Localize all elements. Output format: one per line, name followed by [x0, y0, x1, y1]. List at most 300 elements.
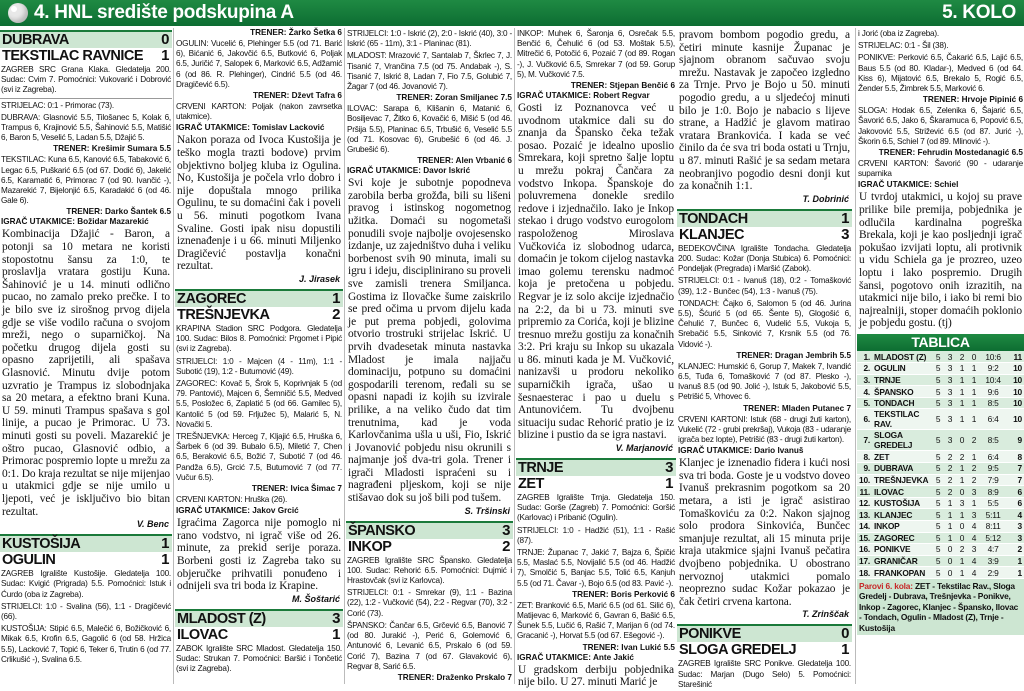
- lineup-away: OGULIN: Vucelić 6, Plehinger 5.5 (od 71. Barić 6), Bićanić 6, Jakovčić 6.5, Butković 6, Poljak 6.5, Juričić 7, Salopek 6, Marković 6.5, Adžamić 6 (od 86. R. Plehinger), Cindrić 5.5 (od 46. Dragičević 6.5).: [176, 39, 342, 89]
- coach-home: TRENER: Dragan Jembrih 5.5: [736, 350, 851, 360]
- team-cell: SLOGA GREDELJ: [872, 430, 930, 451]
- home-team-name: TONDACH: [679, 210, 748, 227]
- league-table: [857, 334, 1024, 636]
- home-score: 1: [332, 289, 340, 307]
- coach-home: TRENER: Draženko Prskalo 7: [397, 672, 512, 682]
- points-cell: 3: [1008, 521, 1024, 533]
- coach-away: TRENER: Fehrudin Mostedanagić 6.5: [878, 148, 1023, 158]
- coach-home: TRENER: Krešimir Sumara 5.5: [53, 144, 171, 154]
- lineup-home: MLADOST: Mrazović 7, Santalab 7, Škrlec 7, J. Tisanić 7, Vrančina 7.5 (od 75. Andabak -), S. Tisanić 7, Iskrić 8, Ladan 7, Fio 7.5, Golubić 7, Žagar 7 (od 46. Jovanović 7).: [347, 51, 512, 92]
- coach-home: TRENER: Žarko Šetka 6: [250, 28, 342, 37]
- next-round-pairs: [857, 579, 1024, 636]
- losses-cell: 3: [966, 544, 978, 556]
- match-kustosija-ogulin: [0, 534, 172, 666]
- wins-cell: 1: [942, 497, 954, 509]
- table-row: [857, 544, 1024, 556]
- home-team-row: [346, 523, 513, 539]
- wins-cell: 3: [942, 363, 954, 375]
- match-report: Kombinacija Džajić - Baron, a potonji sa 10 metara ne koristi stopostotnu šansu za 1:0, te proslavlja vratara gostiju Kuna. Šahinović je u 14. minuti odlično pucao, no zamalo preko prečke. I to je bilo sve iz sirošnog prvog dijela gdje se više vodilo računa o svojom mreži, nego o suparničkoj. Na početku drugog dijela gosti su opasno zaprijetili, ali spašava Glasnović. Minutu dvije potom uzvratio je Trampus iz slobodnjaka sa 20 metara, a efektno brani Kuna. U 59. minuti Trampus spašava s gol linije, a pucao je Primorac. U 73. minuti gosti su poveli. Mazarekić je oštro pucao, Glasnović odbio, a Primorac pospremio lopte u mrežu za 0:1. Do kraja rezultat se nije mijenjao u utakmici gdje se nije umilo u ljepoti, već je isključivo bio bitan rezultat.: [2, 228, 170, 518]
- scorers: STRIJELAC: 0:1 - Primorac (73).: [1, 100, 115, 110]
- match-info: ZAGREB SRC Grana Klaka. Gledatelja 200. Sudac: Cvim 7. Pomoćnici: Vukovarić i Dobrović (svi iz Zagreba).: [1, 65, 171, 95]
- played-cell: 5: [930, 397, 942, 409]
- author: S. Tršinski: [464, 505, 510, 516]
- home-team-name: DUBRAVA: [2, 32, 69, 48]
- draws-cell: 0: [954, 486, 966, 498]
- away-team-row: [677, 642, 852, 658]
- wins-cell: 3: [942, 351, 954, 363]
- draws-cell: 1: [954, 386, 966, 398]
- home-team-name: ŠPANSKO: [348, 522, 416, 539]
- table-row: [857, 351, 1024, 363]
- team-cell: ZET: [872, 451, 930, 463]
- team-cell: FRANKOPAN: [872, 567, 930, 579]
- home-score: 3: [502, 521, 510, 539]
- football-icon: [8, 3, 28, 23]
- table-row: [857, 363, 1024, 375]
- away-team-row: [677, 227, 852, 243]
- match-info: ZAGREB Igralište Trnja. Gledatelja 150. Sudac: Gorše (Zagreb) 7. Pomoćnici: Goršić (Karlovac) i Pribanić (Ogulin).: [517, 493, 675, 523]
- scorers: STRIJELCI: 0:1 - Smrekar (9), 1:1 - Bazina (22), 1:2 - Vučković (54), 2:2 - Regvar (70), 3:2 - Corić (73).: [347, 588, 512, 618]
- points-cell: 7: [1008, 463, 1024, 475]
- scorers: STRIJELCI: 1:0 - Svalina (56), 1:1 - Dragičević (66).: [1, 601, 171, 621]
- table-row: [857, 567, 1024, 579]
- away-team-name: SLOGA GREDELJ: [679, 642, 797, 659]
- lineup-home: TRNJE: Županac 7, Jakić 7, Bajza 6, Špičić 5.5, Maslać 5.5, Novijalić 5.5 (od 46. Hadžić 7), Smolčić 5, Banjac 5.5, Tolić 6.5, Kanjuh 5.5 (od 71. Čavar -), Bojo 6.5 (od 83. Pavić -).: [517, 548, 675, 588]
- match-report: Gosti iz Poznanovca već u uvodnom utakmice dali su do znanja da Špansko čeka težak posao. Pozaić je idealno uposlio Smrekara, koji spretno šalje loptu u mrežu pokraj Čančara za vodstvo Inkopa. Španskoje do poluvremena donekle sredilo redove i izjednačilo. Iako je Inkop stekao i drugo vodstvo eurogolom raspoloženog Miroslava Vučkovića iz slobodnog udarca, domaćin je tokom cijelog nastavka imao golemu terensku nadmoć koja je pretočena u pobjedu. Regvar je iz solo akcije izjednačio na 2:2, da bi u 73. minuti sve pripremio za Corića, koji je blizine tresnuo mrežu gostiju za konačnih 3:2. Pri kraju su Inkop su ukazala u 86. minuti kada je M. Vučković, nanizavši u prodoru nekoliko suparničkih igrača, ušao u šesnaesterac i pao u duelu s Antunovićem. Tu dvojbenu situaciju sudac Rehorić pratio je iz blizine i pustio da se igra nastavi.: [518, 102, 674, 442]
- draws-cell: 1: [954, 397, 966, 409]
- coach-away: TRENER: Ivica Šimac 7: [251, 484, 342, 493]
- rank-cell: 14.: [859, 521, 871, 532]
- home-team-row: [677, 626, 852, 642]
- played-cell: 5: [930, 497, 942, 509]
- rank-cell: 12.: [859, 498, 871, 509]
- player-of-match: IGRAČ UTAKMICE: Davor Iskrić: [347, 166, 471, 176]
- played-cell: 5: [930, 430, 942, 451]
- played-cell: 5: [930, 374, 942, 386]
- column-2: [175, 28, 343, 684]
- rank-cell: 13.: [859, 509, 871, 520]
- lineup-away: TREŠNJEVKA: Herceg 7, Kljajić 6.5, Hruška 6, Šarbek 6 (od 39. Bubalo 6.5), Miletić 7, Chen 6.5, Beraković 6.5, Božić 7, Subotić 7 (od 46. Pandža 6.5), Grcić 7.5, Butumović 7 (od 77. Vučur 6.5).: [176, 431, 342, 482]
- losses-cell: 1: [966, 451, 978, 463]
- player-of-match: IGRAČ UTAKMICE: Robert Regvar: [517, 91, 650, 101]
- match-info: ZAGREB Igralište SRC Špansko. Gledatelja 100. Sudac: Rehorić 6.5. Pomoćnici: Dujmić i Hrastovčak (svi iz Karlovca).: [347, 555, 512, 586]
- author: J. Jirasek: [298, 273, 340, 284]
- away-score: 1: [665, 475, 673, 493]
- table-row: [857, 532, 1024, 544]
- points-cell: 1: [1008, 555, 1024, 567]
- draws-cell: 2: [954, 544, 966, 556]
- losses-cell: 1: [966, 397, 978, 409]
- match-info: ZAGREB Igralište SRC Ponikve. Gledatelja 100. Sudac: Marjan (Dugo Selo) 5. Pomoćnici: Starešinić: [678, 659, 851, 689]
- wins-cell: 0: [942, 567, 954, 579]
- table-row: [857, 451, 1024, 463]
- home-team-name: ZAGOREC: [177, 290, 246, 307]
- goals-cell: 9:5: [978, 463, 1008, 475]
- lineup-home: TONDACH: Čajko 6, Salomon 5 (od 46. Jurina 5.5), Šćurić 5 (od 65. Šente 5), Glogošić 6, Čehulić 7, Bunčec 6, Vudelić 5.5, Vukoja 5, Srebačić 5.5, Sinković 7, Krsnik 5.5 (od 76. Vidović -).: [678, 298, 851, 349]
- losses-cell: 1: [966, 497, 978, 509]
- played-cell: 5: [930, 463, 942, 475]
- scorers: STRIJELAC: 0:1 - Šil (38).: [858, 41, 949, 51]
- team-cell: TONDACH: [872, 397, 930, 409]
- match-tondach-klanjec: [677, 209, 852, 623]
- away-team-name: INKOP: [348, 538, 392, 555]
- match-report: Svi koje je subotnje popodneva zarobila berba grožđa, bili su lišeni pravog i istinskog nogometnog užitka. Domaći su nogometaši ponudili svoje najbolje ovojesensko izdanje, uz zajedništvo duha i veliku borbenost svih 90 minuta, imali su igru i ideju, disciplinirano su proveli sve zamisli trenera Smiljanca. Gostima iz Ilovačke šume zaiskrilo se pred očima u prvom dijelu kada je put prema pobjedi, golovima otvorio trostruki strijelac Iskrić. U prvih dvadesetak minuta nastavka Mladost je imala najjaču dominaciju, potpuno su domaćini gospodarili terenom, ređali su se opasni napadi iz kojih su izvirale prilike, a na veliko čudo dat tim trenutnima, kad je voda Karlovčanima ušla u uši, Fio, Iskrić i Jovanović pobjedu nisu okrunili s najmanje još dva-tri gola. Trener i igrači Mladosti ispraćeni su i nagrađeni pljeskom, koji se nije stišavao dok su još bili pod tušem.: [348, 177, 511, 505]
- away-score: 2: [332, 305, 340, 323]
- red-cards: CRVENI KARTONI: Istuk (68 - drugi žuti karton), Vukelić (72 - grubi prekršaj), Vukoja (83 - udaranje igrača bez lopte), Petrišić (83 - drugi žuti karton).: [678, 414, 851, 444]
- match-ponikve-sloga: [677, 624, 852, 691]
- rank-cell: 15.: [859, 532, 871, 543]
- coach-away: TRENER: Ivan Lukić 5.5: [582, 642, 675, 652]
- away-team-row: [0, 48, 172, 64]
- draws-cell: 1: [954, 374, 966, 386]
- match-report: Klanjec je iznenadio fidera i kući nosi sva tri boda. Goste je u vodstvo doveo Ivanuš prekrasnim pogotkom sa 20 metara, a isti je igrač asistirao Tomaškoviću za 0:2. Nakon sjajnog solo prodora Sinkovića, Bunčec smanjuje rezultat, ali 15 minuta prije kraja utakmice sjajni Ivanuš pečatira dvojbeno pobjednika. U obostrano nervoznoj utakmici pomalo neoprezno sudac Kožar pokazao je čak četiri crvena kartona.: [679, 457, 850, 608]
- away-team-row: [0, 552, 172, 568]
- team-cell: MLADOST (Z): [872, 351, 930, 363]
- points-cell: 4: [1008, 509, 1024, 521]
- coach-home: TRENER: Zoran Smiljanec 7.5: [396, 93, 512, 103]
- table-row: [857, 555, 1024, 567]
- goals-cell: 9:2: [978, 363, 1008, 375]
- divider: [0, 98, 172, 99]
- goals-cell: 8:9: [978, 486, 1008, 498]
- table-title: TABLICA: [857, 334, 1024, 351]
- header-right: [856, 0, 1024, 26]
- match-report: Nakon poraza od Ivoca Kustošija je teško mogla trazti bodove) prvim objektivno boljeg kluba iz Ogulina. No, Kustošija je počela vrlo dobro i nije dopuštala mnogo prilika Ogulinu, te su domaćini čak i poveli u 56. minuti pogotkom Ivana Svaline. Gosti ipak nisu dopustili iznenađenje i u 66. minuti Miljenko Dragičević postavlja konačni rezultat.: [177, 134, 341, 273]
- table-row: [857, 497, 1024, 509]
- points-cell: 1: [1008, 567, 1024, 579]
- pairs-text: ZET - Tekstilac Rav., Sloga Gredelj - Dubrava, Trešnjevka - Ponikve, Inkop - Zagorec, Klanjec - Špansko, Ilovac - Tondach, Ogulin - Mladost (Z), Trnje - Kustošija: [859, 580, 1019, 633]
- losses-cell: 4: [966, 532, 978, 544]
- away-team-row: [346, 539, 513, 555]
- standings-table: [857, 351, 1024, 579]
- goals-cell: 8:5: [978, 430, 1008, 451]
- team-cell: OGULIN: [872, 363, 930, 375]
- wins-cell: 2: [942, 463, 954, 475]
- goals-cell: 10:4: [978, 374, 1008, 386]
- losses-cell: 4: [966, 567, 978, 579]
- losses-cell: 1: [966, 363, 978, 375]
- header-bar: [0, 0, 1024, 26]
- match-dubrava-tekstilac: [0, 30, 172, 532]
- rank-cell: 11.: [857, 486, 872, 498]
- home-team-row: [677, 211, 852, 227]
- wins-cell: 1: [942, 532, 954, 544]
- match-info: KRAPINA Stadion SRC Podgora. Gledatelja 100. Sudac: Bilos 8. Pomoćnici: Prgomet i Pipić (svi iz Zagreba).: [176, 323, 342, 354]
- away-team-name: KLANJEC: [679, 226, 744, 243]
- column-5: [677, 28, 852, 689]
- wins-cell: 2: [942, 486, 954, 498]
- points-cell: 10: [1008, 363, 1024, 375]
- losses-cell: 1: [966, 386, 978, 398]
- team-cell: KLANJEC: [872, 509, 930, 521]
- team-cell: ILOVAC: [872, 486, 930, 498]
- player-of-match: IGRAČ UTAKMICE: Božidar Mazarekić: [1, 217, 149, 227]
- home-team-name: MLADOST (Z): [177, 610, 266, 627]
- author: T. Dobrinić: [802, 193, 849, 204]
- table-row: [857, 509, 1024, 521]
- home-team-name: PONIKVE: [679, 626, 741, 643]
- team-cell: ŠPANSKO: [872, 386, 930, 398]
- goals-cell: 8:11: [978, 521, 1008, 533]
- goals-cell: 6:4: [978, 451, 1008, 463]
- table-row: [857, 374, 1024, 386]
- lineup-away: INKOP: Muhek 6, Šaronja 6, Osrečak 5.5, Benčić 6, Čehulić 6 (od 53. Moštak 5.5), Mitrečić 6, Potočić 6, Pozaić 7 (od 89. Rogan -), J. Vučković 6.5, Smrekar 7 (od 59. Gorup 5), M. Vučković 7.5.: [517, 29, 675, 79]
- lineup-home: DUBRAVA: Glasnović 5.5, Tilošanec 5, Kolak 6, Trampus 6, Krajinović 5.5, Šahinović 5.5, Matišić 6, Baron 5, Veselić 5, Ladan 5.5, Džajić 5.: [1, 112, 171, 143]
- scorers: STRIJELCI: 0:1 - Ivanuš (18), 0:2 - Tomašković (39), 1:2 - Bunčec (54), 1:3 - Ivanuš (75).: [678, 276, 851, 296]
- goals-cell: 6:4: [978, 409, 1008, 430]
- points-cell: 6: [1008, 486, 1024, 498]
- played-cell: 5: [930, 474, 942, 486]
- wins-cell: 0: [942, 544, 954, 556]
- team-cell: TEKSTILAC RAV.: [872, 409, 930, 430]
- played-cell: 5: [930, 555, 942, 567]
- points-cell: 10: [1008, 386, 1024, 398]
- played-cell: 5: [930, 532, 942, 544]
- scorers: STRIJELCI: 1:0 - Majcen (4 - 11m), 1:1 - Subotić (19), 1:2 - Butumović (49).: [176, 356, 342, 376]
- wins-cell: 3: [942, 374, 954, 386]
- points-cell: 10: [1008, 397, 1024, 409]
- losses-cell: 2: [966, 463, 978, 475]
- table-row: [857, 430, 1024, 451]
- team-cell: PONIKVE: [872, 544, 930, 556]
- column-divider: [173, 28, 174, 684]
- home-team-row: [175, 291, 343, 307]
- points-cell: 3: [1008, 532, 1024, 544]
- author: V. Benc: [136, 519, 169, 530]
- author: M. Šoštarić: [291, 593, 340, 604]
- rank-cell: 8.: [857, 451, 872, 463]
- goals-cell: 5:11: [978, 509, 1008, 521]
- lineup-home: KUSTOŠIJA: Stipić 6.5, Malečić 6, Božičković 6, Mikak 6.5, Krofin 6.5, Gagolić 6 (od 58. Hržica 5.5), Lacković 7, Topić 6, Teker 6, Trutin 6 (od 77. Crlikušić -), Svalina 6.5.: [1, 624, 171, 664]
- losses-cell: 3: [966, 486, 978, 498]
- wins-cell: 2: [942, 451, 954, 463]
- rank-cell: 4.: [857, 386, 872, 398]
- player-of-match: IGRAČ UTAKMICE: Jakov Grcić: [176, 506, 299, 516]
- draws-cell: 1: [954, 463, 966, 475]
- away-score: 1: [841, 641, 849, 659]
- away-team-name: TEKSTILAC RAVNICE: [2, 48, 144, 64]
- player-of-match: IGRAČ UTAKMICE: Ante Jakić: [517, 652, 634, 662]
- played-cell: 5: [930, 451, 942, 463]
- losses-cell: 4: [966, 521, 978, 533]
- team-cell: GRANIČAR: [872, 555, 930, 567]
- played-cell: 5: [930, 544, 942, 556]
- table-row: [857, 474, 1024, 486]
- home-score: 1: [161, 535, 169, 553]
- coach-away: TRENER: Alen Vrbanić 6: [417, 156, 512, 166]
- home-score: 0: [841, 625, 849, 643]
- match-trnje-zet: [516, 458, 676, 690]
- wins-cell: 3: [942, 430, 954, 451]
- match-report: Igraćima Zagorca nije pomoglo ni rano vodstvo, ni igrač više od 26. minute, za prekid serije poraza. Borbeni gosti iz Zagreba tako su objeručke prihvatili ponuđeno i odnijeli sva tri boda iz Krapine.: [177, 517, 341, 593]
- away-score: 2: [502, 537, 510, 555]
- draws-cell: 1: [954, 509, 966, 521]
- column-divider: [514, 28, 515, 684]
- table-row: [857, 386, 1024, 398]
- away-team-name: OGULIN: [2, 552, 56, 569]
- rank-cell: 3.: [857, 374, 872, 386]
- losses-cell: 3: [966, 509, 978, 521]
- played-cell: 5: [930, 567, 942, 579]
- away-team-name: ZET: [518, 476, 544, 493]
- scorers: STRIJELCI: 1:0 - Hadžić (51), 1:1 - Rašić (87).: [517, 525, 675, 545]
- losses-cell: 4: [966, 555, 978, 567]
- played-cell: 5: [930, 521, 942, 533]
- match-report: U tvrdoj utakmici, u kojoj su prave prilike bile premija, pobjednika je odlučila kardinalna pogreška Brekala, koji je kao posljednji igrač pokušao izvijati loptu, ali protivnik u vidu Schiela ga je prozreo, uzeo loptu i lako pospremio. Drugih šansi, pogotovo onih izrazitih, na utakmici nije bilo, i iako bi remi bio najrealniji, stoper domaćih poklonio je pobjedu gostu. (tj): [859, 191, 1022, 330]
- coach-away: TRENER: Mladen Putanec 7: [743, 403, 851, 413]
- wins-cell: 3: [942, 397, 954, 409]
- rank-cell: 18.: [859, 567, 871, 578]
- column-6: [857, 28, 1024, 684]
- away-score: 3: [841, 225, 849, 243]
- table-row: [857, 486, 1024, 498]
- home-score: 3: [332, 609, 340, 627]
- goals-cell: 10:6: [978, 351, 1008, 363]
- table-row: [857, 397, 1024, 409]
- pairs-label: Parovi 6. kola:: [859, 580, 913, 591]
- column-1: [0, 28, 172, 684]
- lineup-away: SLOGA: Hodak 6.5, Zelenika 6, Šajarić 6.5, Šavorić 6.5, Jako 6, Škaramuca 6, Popović 6.5, Jakovović 5.5, Strižević 6.5 (od 87. Jurić -), Škorin 6.5, Schiel 7 (od 89. Mlinović -).: [858, 106, 1023, 146]
- scorers: STRIJELCI: 1:0 - Iskrić (2), 2:0 - Iskrić (40), 3:0 - Iskrić (65 - 11m), 3:1 - Planinac (81).: [347, 29, 513, 49]
- played-cell: 5: [930, 486, 942, 498]
- rank-cell: 10.: [859, 474, 871, 485]
- match-info: ZAGREB Igralište Kustošije. Gledatelja 100. Sudac: Kvigić (Prigrada) 5.5. Pomoćnici: Istuk i Ćurdo (oba iz Zagreba).: [1, 569, 171, 599]
- points-cell: 10: [1008, 409, 1024, 430]
- wins-cell: 1: [942, 509, 954, 521]
- draws-cell: 3: [954, 497, 966, 509]
- match-mladost-ilovac: [175, 609, 343, 676]
- coach-away: TRENER: Dževt Tafra 6: [252, 91, 342, 101]
- points-cell: 9: [1008, 430, 1024, 451]
- table-row: [857, 409, 1024, 430]
- match-info-cont: i Jorić (oba iz Zagreba).: [858, 29, 940, 38]
- coach-home: TRENER: Boris Perković 6: [572, 589, 675, 599]
- rank-cell: 1.: [857, 351, 872, 363]
- rank-cell: 5.: [857, 397, 872, 409]
- coach-home: TRENER: Hrvoje Pipinić 6: [922, 95, 1023, 105]
- wins-cell: 1: [942, 521, 954, 533]
- losses-cell: 2: [966, 474, 978, 486]
- points-cell: 6: [1008, 497, 1024, 509]
- round-title: 5. KOLO: [942, 2, 1016, 23]
- column-3: [346, 28, 513, 684]
- rank-cell: 9.: [857, 463, 872, 475]
- played-cell: 5: [930, 363, 942, 375]
- lineup-away: ILOVAC: Sarapa 6, Klišanin 6, Matanić 6, Bosiljevac 7, Žitko 6, Kovačić 6, Mišić 5 (od 46. Pršija 5.5), Planinac 6.5, Trbušić 6, Veselić 5.5 (od 71. Kosovac 6), Grubešić 6 (od 46. J. Grubešić 6).: [347, 104, 512, 155]
- match-info: ZABOK Igralište SRC Mladost. Gledatelja 150. Sudac: Strukan 7. Pomoćnici: Baršić i Tončetić (svi iz Zagreba).: [176, 643, 342, 674]
- losses-cell: 1: [966, 374, 978, 386]
- player-of-match: IGRAČ UTAKMICE: Tomislav Lacković: [176, 123, 325, 133]
- team-cell: INKOP: [872, 521, 930, 533]
- team-cell: ZAGOREC: [872, 532, 930, 544]
- column-divider: [855, 28, 856, 684]
- home-team-name: TRNJE: [518, 460, 564, 477]
- losses-cell: 2: [966, 430, 978, 451]
- coach-away: TRENER: Darko Šantek 6.5: [66, 207, 171, 217]
- played-cell: 5: [930, 509, 942, 521]
- red-card: CRVENI KARTON: Poljak (nakon zavrsetka utakmice).: [176, 102, 342, 122]
- away-score: 1: [161, 47, 169, 64]
- rank-cell: 6.: [857, 409, 872, 430]
- team-cell: TRNJE: [872, 374, 930, 386]
- author: T. Zrinščak: [802, 609, 849, 620]
- author: V. Marjanović: [615, 443, 673, 454]
- rank-cell: 17.: [859, 556, 871, 567]
- away-team-row: [175, 307, 343, 323]
- wins-cell: 3: [942, 409, 954, 430]
- played-cell: 5: [930, 351, 942, 363]
- team-cell: DUBRAVA: [872, 463, 930, 475]
- played-cell: 5: [930, 386, 942, 398]
- goals-cell: 2:9: [978, 567, 1008, 579]
- wins-cell: 0: [942, 555, 954, 567]
- away-team-row: [175, 627, 343, 643]
- away-team-row: [516, 476, 676, 492]
- lineup-away: KLANJEC: Humskić 6, Gorup 7, Makek 7, Ivandić 6.5, Tuđa 6, Tomašković 7 (od 87. Plesko -), Ivanuš 8.5 (od 90. Jolić -), Istuk 5, Jakobović 5.5, Petrišić 5, Vrhovec 6.: [678, 361, 851, 402]
- match-spansko-inkop: [346, 521, 513, 683]
- wins-cell: 3: [942, 386, 954, 398]
- red-card: CRVENI KARTON: Šavorić (90 - udaranje suparnika: [858, 159, 1023, 179]
- team-cell: TREŠNJEVKA: [874, 474, 929, 485]
- goals-cell: 4:7: [978, 544, 1008, 556]
- draws-cell: 1: [954, 363, 966, 375]
- home-team-row: [175, 611, 343, 627]
- rank-cell: 2.: [857, 363, 872, 375]
- points-cell: 11: [1008, 351, 1024, 363]
- home-score: 1: [841, 209, 849, 227]
- goals-cell: 7:9: [978, 474, 1008, 486]
- goals-cell: 5:5: [978, 497, 1008, 509]
- draws-cell: 0: [954, 521, 966, 533]
- losses-cell: 0: [966, 351, 978, 363]
- column-divider: [344, 28, 345, 684]
- goals-cell: 8:5: [978, 397, 1008, 409]
- home-score: 3: [665, 459, 673, 477]
- home-score: 0: [161, 31, 169, 48]
- red-card: CRVENI KARTON: Hruška (26).: [176, 495, 288, 504]
- home-team-row: [516, 460, 676, 476]
- match-zagorec-tresnjevka: [175, 289, 343, 607]
- team-cell: KUSTOŠIJA: [872, 497, 930, 509]
- draws-cell: 1: [954, 409, 966, 430]
- match-report: U gradskom derbiju pobjednika nije bilo. U 27. minuti Marić je: [518, 663, 674, 689]
- coach-away: TRENER: Stjepan Benčić 6: [570, 81, 675, 91]
- lineup-home: ŠPANSKO: Čančar 6.5, Grčević 6.5, Banović 7 (od 80. Jurakić -), Perić 6, Golemović 6, Antunović 6, Levanić 6.5, Prskalo 6 (od 59. Corić 7), Bazina 7 (od 67. Glavaković 6), Regvar 8, Sarić 6.5.: [347, 620, 512, 671]
- away-score: 1: [332, 625, 340, 643]
- draws-cell: 0: [954, 532, 966, 544]
- player-of-match: IGRAČ UTAKMICE: Schiel: [858, 180, 959, 190]
- played-cell: 5: [930, 409, 942, 430]
- goals-cell: 5:12: [978, 532, 1008, 544]
- goals-cell: 3:9: [978, 555, 1008, 567]
- rank-cell: 16.: [859, 544, 871, 555]
- draws-cell: 2: [954, 351, 966, 363]
- player-of-match: IGRAČ UTAKMICE: Dario Ivanuš: [678, 446, 804, 456]
- column-4: [516, 28, 676, 689]
- lineup-away: ZET: Branković 6.5, Marić 6.5 (od 61. Silić 6), Matijevac 6, Marković 6, Gavran 6, Bašić 6.5, Šunek 5.5, Lučić 6, Rašić 7, Marijan 6 (od 74. Gracanić -), Horvat 5.5 (od 67. Ešegović -).: [517, 600, 675, 641]
- wins-cell: 2: [942, 474, 954, 486]
- draws-cell: 0: [954, 430, 966, 451]
- lineup-away: TEKSTILAC: Kuna 6.5, Kanović 6.5, Tabaković 6, Legac 6.5, Puškarić 6.5 (od 67. Dodić 6), Jakelić 6.5, Karamatić 6, Primorac 7 (od 90. Ivančić -), Mazarekić 7, Bijelonjić 6.5, Karadakić 6 (od 46. Gale 6).: [1, 155, 171, 206]
- lineup-home: PONIKVE: Perković 6.5, Čakarić 6.5, Lajić 6.5, Baus 5.5 (od 80. Kladar-), Medved 6 (od 64. Kiss 6), Mijatović 6.5, Brekalo 5, Rogić 6.5, Žender 5.5, Žimbrek 5.5, Marković 6.: [858, 53, 1023, 94]
- points-cell: 10: [1008, 374, 1024, 386]
- table-row: [857, 521, 1024, 533]
- home-team-name: KUSTOŠIJA: [2, 536, 81, 553]
- goals-cell: 9:6: [978, 386, 1008, 398]
- draws-cell: 1: [954, 567, 966, 579]
- draws-cell: 1: [954, 474, 966, 486]
- points-cell: 7: [1008, 474, 1024, 486]
